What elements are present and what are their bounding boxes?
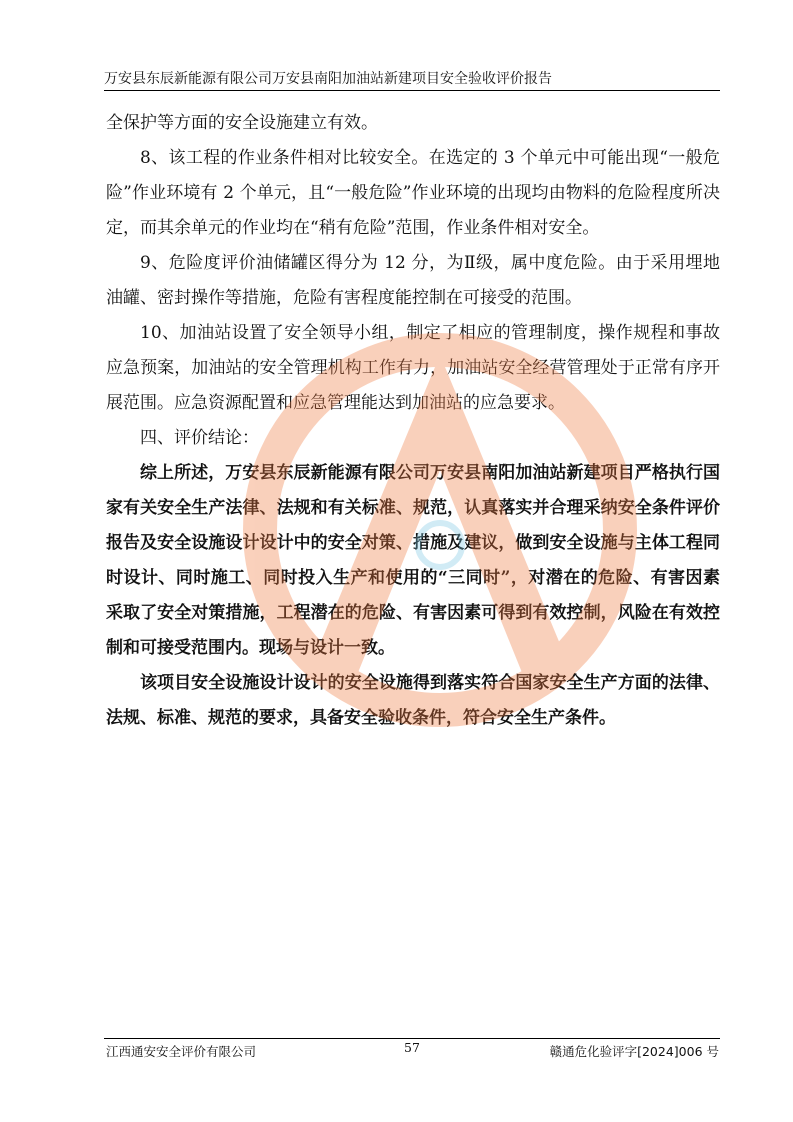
page-number: 57	[404, 1040, 420, 1055]
footer-rule	[104, 1038, 720, 1039]
conclusion-paragraph-2: 该项目安全设施设计设计的安全设施得到落实符合国家安全生产方面的法律、法规、标准、规范的要求，具备安全验收条件，符合安全生产条件。	[106, 673, 720, 728]
paragraph-item-10: 10、加油站设置了安全领导小组，制定了相应的管理制度，操作规程和事故应急预案，加油站的安全管理机构工作有力，加油站安全经营管理处于正常有序开展范围。应急资源配置和应急管理能达到加油站的应急要求。	[106, 323, 720, 413]
document-number: 赣通危化验评字[2024]006 号	[549, 1044, 719, 1059]
footer-company: 江西通安安全评价有限公司	[106, 1044, 257, 1059]
running-header: 万安县东辰新能源有限公司万安县南阳加油站新建项目安全验收评价报告	[104, 71, 552, 87]
header-rule	[104, 90, 720, 91]
paragraph-item-9: 9、危险度评价油储罐区得分为 12 分，为Ⅱ级，属中度危险。由于采用埋地油罐、密封操作等措施，危险有害程度能控制在可接受的范围。	[106, 253, 720, 308]
body-text	[106, 106, 720, 736]
paragraph-item-8: 8、该工程的作业条件相对比较安全。在选定的 3 个单元中可能出现“一般危险”作业环境有 2 个单元，且“一般危险”作业环境的出现均由物料的危险程度所决定，而其余单元的作业均在“稍有危险”范围，作业条件相对安全。	[106, 148, 720, 238]
conclusion-paragraph-1: 综上所述，万安县东辰新能源有限公司万安县南阳加油站新建项目严格执行国家有关安全生产法律、法规和有关标准、规范，认真落实并合理采纳安全条件评价报告及安全设施设计设计中的安全对策、措施及建议，做到安全设施与主体工程同时设计、同时施工、同时投入生产和使用的“三同时”，对潜在的危险、有害因素采取了安全对策措施，工程潜在的危险、有害因素可得到有效控制，风险在有效控制和可接受范围内。现场与设计一致。	[106, 463, 720, 658]
paragraph-continuation: 全保护等方面的安全设施建立有效。	[106, 113, 378, 133]
section-heading: 四、评价结论：	[140, 428, 259, 448]
